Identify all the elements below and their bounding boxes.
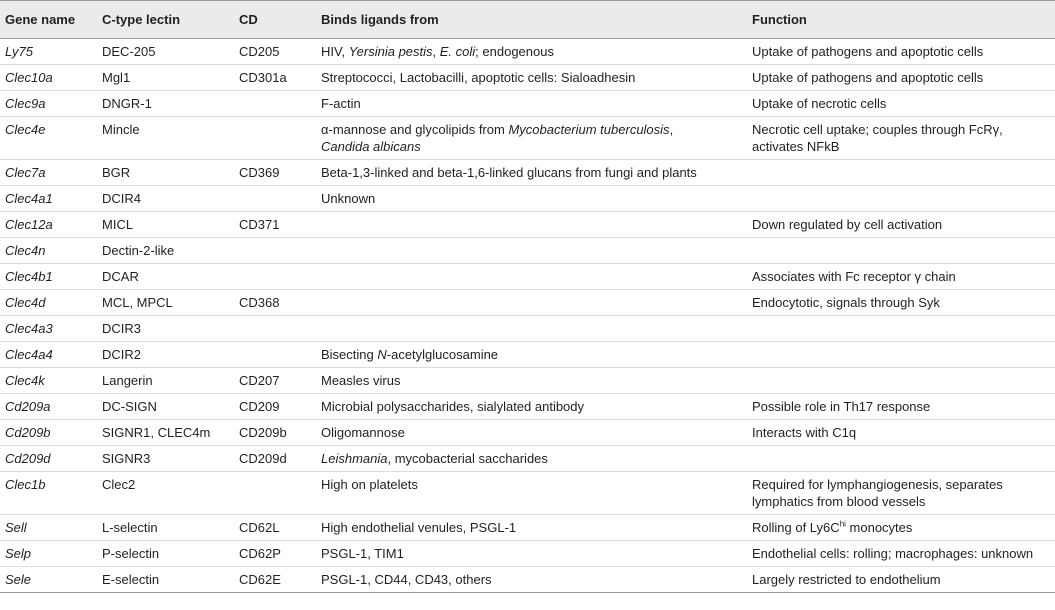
ligands-cell (316, 446, 747, 472)
table-row (0, 368, 1055, 394)
gene-name-cell: Clec7a (5, 165, 46, 180)
ligands-cell (316, 39, 747, 65)
c-type-lectin-cell: P-selectin (102, 546, 160, 561)
cd-cell: CD368 (239, 295, 280, 310)
table-row (0, 567, 1055, 593)
gene-name-cell: Clec4k (5, 373, 45, 388)
italic-text: Mycobacterium tuberculosis (508, 122, 670, 137)
function-cell (747, 39, 1055, 65)
italic-text: Leishmania (321, 451, 388, 466)
gene-name-cell: Clec4e (5, 122, 46, 137)
function-cell (747, 394, 1055, 420)
cd-cell: CD301a (239, 70, 287, 85)
text-segment: Bisecting (321, 347, 378, 362)
c-type-lectin-cell: E-selectin (102, 572, 160, 587)
header-gene-name: Gene name (0, 1, 97, 39)
c-type-lectin-cell: MICL (102, 217, 134, 232)
cd-cell (234, 264, 316, 290)
italic-text: N (377, 347, 387, 362)
ligands-cell (316, 342, 747, 368)
text-segment: Uptake of pathogens and apoptotic cells (752, 70, 984, 85)
ligands-cell (316, 290, 747, 316)
c-type-lectin-cell: L-selectin (102, 520, 158, 535)
text-segment: -acetylglucosamine (386, 347, 499, 362)
text-segment: Uptake of necrotic cells (752, 96, 887, 111)
text-segment: Required for lymphangiogenesis, separates lymphatics from blood vessels (752, 477, 1003, 509)
italic-text: Yersinia pestis (348, 44, 433, 59)
function-cell (747, 567, 1055, 593)
function-cell (747, 342, 1055, 368)
cd-cell (234, 186, 316, 212)
table-body (0, 39, 1055, 593)
ligands-cell (316, 368, 747, 394)
c-type-lectin-cell: Mgl1 (102, 70, 131, 85)
table-row (0, 238, 1055, 264)
header-c-type-lectin: C-type lectin (97, 1, 234, 39)
ligands-cell (316, 567, 747, 593)
c-type-lectin-cell: DEC-205 (102, 44, 156, 59)
gene-name-cell: Cd209a (5, 399, 51, 414)
c-type-lectin-cell: DNGR-1 (102, 96, 152, 111)
function-cell (747, 212, 1055, 238)
text-segment: ; endogenous (475, 44, 554, 59)
text-segment: High on platelets (321, 477, 418, 492)
text-segment: , (432, 44, 440, 59)
cd-cell: CD62E (239, 572, 281, 587)
gene-name-cell: Clec4n (5, 243, 46, 258)
gene-name-cell: Clec4d (5, 295, 46, 310)
text-segment: Necrotic cell uptake; couples through FcRγ, activates NFkB (752, 122, 1003, 154)
cd-cell: CD369 (239, 165, 280, 180)
gene-name-cell: Clec4a4 (5, 347, 53, 362)
text-segment: Down regulated by cell activation (752, 217, 943, 232)
cd-cell: CD205 (239, 44, 280, 59)
text-segment: Streptococci, Lactobacilli, apoptotic cells: Sialoadhesin (321, 70, 636, 85)
c-type-lectin-cell: Clec2 (102, 477, 136, 492)
table-row (0, 316, 1055, 342)
table-row (0, 342, 1055, 368)
c-type-lectin-cell: DCIR2 (102, 347, 142, 362)
text-segment: monocytes (845, 520, 913, 535)
function-cell (747, 368, 1055, 394)
gene-name-cell: Clec4a3 (5, 321, 53, 336)
gene-name-cell: Clec4b1 (5, 269, 53, 284)
header-cd: CD (234, 1, 316, 39)
c-type-lectin-cell: MCL, MPCL (102, 295, 173, 310)
cd-cell (234, 342, 316, 368)
function-cell (747, 446, 1055, 472)
ligands-cell (316, 238, 747, 264)
c-type-lectin-cell: Dectin-2-like (102, 243, 175, 258)
header-function: Function (747, 1, 1055, 39)
ligands-cell (316, 65, 747, 91)
text-segment: PSGL-1, CD44, CD43, others (321, 572, 492, 587)
cd-cell: CD209b (239, 425, 287, 440)
text-segment: Uptake of pathogens and apoptotic cells (752, 44, 984, 59)
table-row (0, 264, 1055, 290)
table-row (0, 394, 1055, 420)
gene-name-cell: Sell (5, 520, 27, 535)
ligands-cell (316, 117, 747, 160)
cd-cell: CD62L (239, 520, 280, 535)
table-row (0, 91, 1055, 117)
gene-name-cell: Clec10a (5, 70, 53, 85)
cd-cell: CD209 (239, 399, 280, 414)
ligands-cell (316, 160, 747, 186)
gene-name-cell: Ly75 (5, 44, 33, 59)
text-segment: , mycobacterial saccharides (387, 451, 548, 466)
text-segment: , (669, 122, 674, 137)
italic-text: E. coli (439, 44, 476, 59)
text-segment: High endothelial venules, PSGL-1 (321, 520, 517, 535)
text-segment: Endothelial cells: rolling; macrophages: unknown (752, 546, 1034, 561)
cd-cell (234, 472, 316, 515)
header-binds-ligands: Binds ligands from (316, 1, 747, 39)
c-type-lectin-cell: BGR (102, 165, 131, 180)
ligands-cell (316, 515, 747, 541)
function-cell (747, 160, 1055, 186)
text-segment: Microbial polysaccharides, sialylated antibody (321, 399, 585, 414)
table-row (0, 515, 1055, 541)
text-segment: F-actin (321, 96, 361, 111)
table-row (0, 472, 1055, 515)
ligands-cell (316, 420, 747, 446)
ligands-cell (316, 186, 747, 212)
text-segment: Measles virus (321, 373, 401, 388)
text-segment: HIV, (321, 44, 349, 59)
italic-text: Candida albicans (321, 139, 421, 154)
cd-cell (234, 238, 316, 264)
table-row (0, 212, 1055, 238)
cd-cell: CD371 (239, 217, 280, 232)
table-row (0, 186, 1055, 212)
cd-cell: CD62P (239, 546, 281, 561)
c-type-lectin-cell: DCIR3 (102, 321, 142, 336)
ligands-cell (316, 316, 747, 342)
table-row (0, 65, 1055, 91)
cd-cell (234, 91, 316, 117)
table-row (0, 160, 1055, 186)
c-type-lectin-cell: SIGNR3 (102, 451, 151, 466)
gene-name-cell: Clec1b (5, 477, 46, 492)
text-segment: Oligomannose (321, 425, 405, 440)
function-cell (747, 264, 1055, 290)
cd-cell: CD209d (239, 451, 287, 466)
ligands-cell (316, 541, 747, 567)
c-type-lectin-cell: DCIR4 (102, 191, 142, 206)
table-row (0, 39, 1055, 65)
header-row (0, 1, 1055, 39)
table-row (0, 290, 1055, 316)
text-segment: Possible role in Th17 response (752, 399, 931, 414)
c-type-lectin-cell: Langerin (102, 373, 153, 388)
gene-name-cell: Clec4a1 (5, 191, 53, 206)
table-row (0, 117, 1055, 160)
gene-name-cell: Clec9a (5, 96, 46, 111)
table-row (0, 446, 1055, 472)
table-row (0, 541, 1055, 567)
function-cell (747, 117, 1055, 160)
function-cell (747, 472, 1055, 515)
text-segment: α-mannose and glycolipids from (321, 122, 509, 137)
text-segment: Rolling of Ly6C (752, 520, 840, 535)
text-segment: Endocytotic, signals through Syk (752, 295, 940, 310)
gene-name-cell: Selp (5, 546, 32, 561)
function-cell (747, 65, 1055, 91)
superscript-text: hi (839, 519, 846, 529)
cd-cell (234, 316, 316, 342)
ligands-cell (316, 91, 747, 117)
ligands-cell (316, 472, 747, 515)
c-type-lectin-cell: DCAR (102, 269, 139, 284)
cd-cell (234, 117, 316, 160)
function-cell (747, 515, 1055, 541)
c-type-lectin-cell: Mincle (102, 122, 140, 137)
function-cell (747, 290, 1055, 316)
ligands-cell (316, 212, 747, 238)
function-cell (747, 316, 1055, 342)
gene-name-cell: Cd209b (5, 425, 51, 440)
text-segment: Largely restricted to endothelium (752, 572, 941, 587)
ligands-cell (316, 394, 747, 420)
cd-cell: CD207 (239, 373, 280, 388)
c-type-lectin-cell: SIGNR1, CLEC4m (102, 425, 211, 440)
gene-name-cell: Sele (5, 572, 32, 587)
text-segment: PSGL-1, TIM1 (321, 546, 404, 561)
text-segment: Associates with Fc receptor γ chain (752, 269, 956, 284)
ligands-cell (316, 264, 747, 290)
function-cell (747, 541, 1055, 567)
function-cell (747, 420, 1055, 446)
text-segment: Unknown (321, 191, 376, 206)
gene-name-cell: Clec12a (5, 217, 53, 232)
table-row (0, 420, 1055, 446)
text-segment: Interacts with C1q (752, 425, 857, 440)
function-cell (747, 91, 1055, 117)
text-segment: Beta-1,3-linked and beta-1,6-linked glucans from fungi and plants (321, 165, 697, 180)
function-cell (747, 186, 1055, 212)
c-type-lectin-cell: DC-SIGN (102, 399, 157, 414)
function-cell (747, 238, 1055, 264)
gene-name-cell: Cd209d (5, 451, 51, 466)
